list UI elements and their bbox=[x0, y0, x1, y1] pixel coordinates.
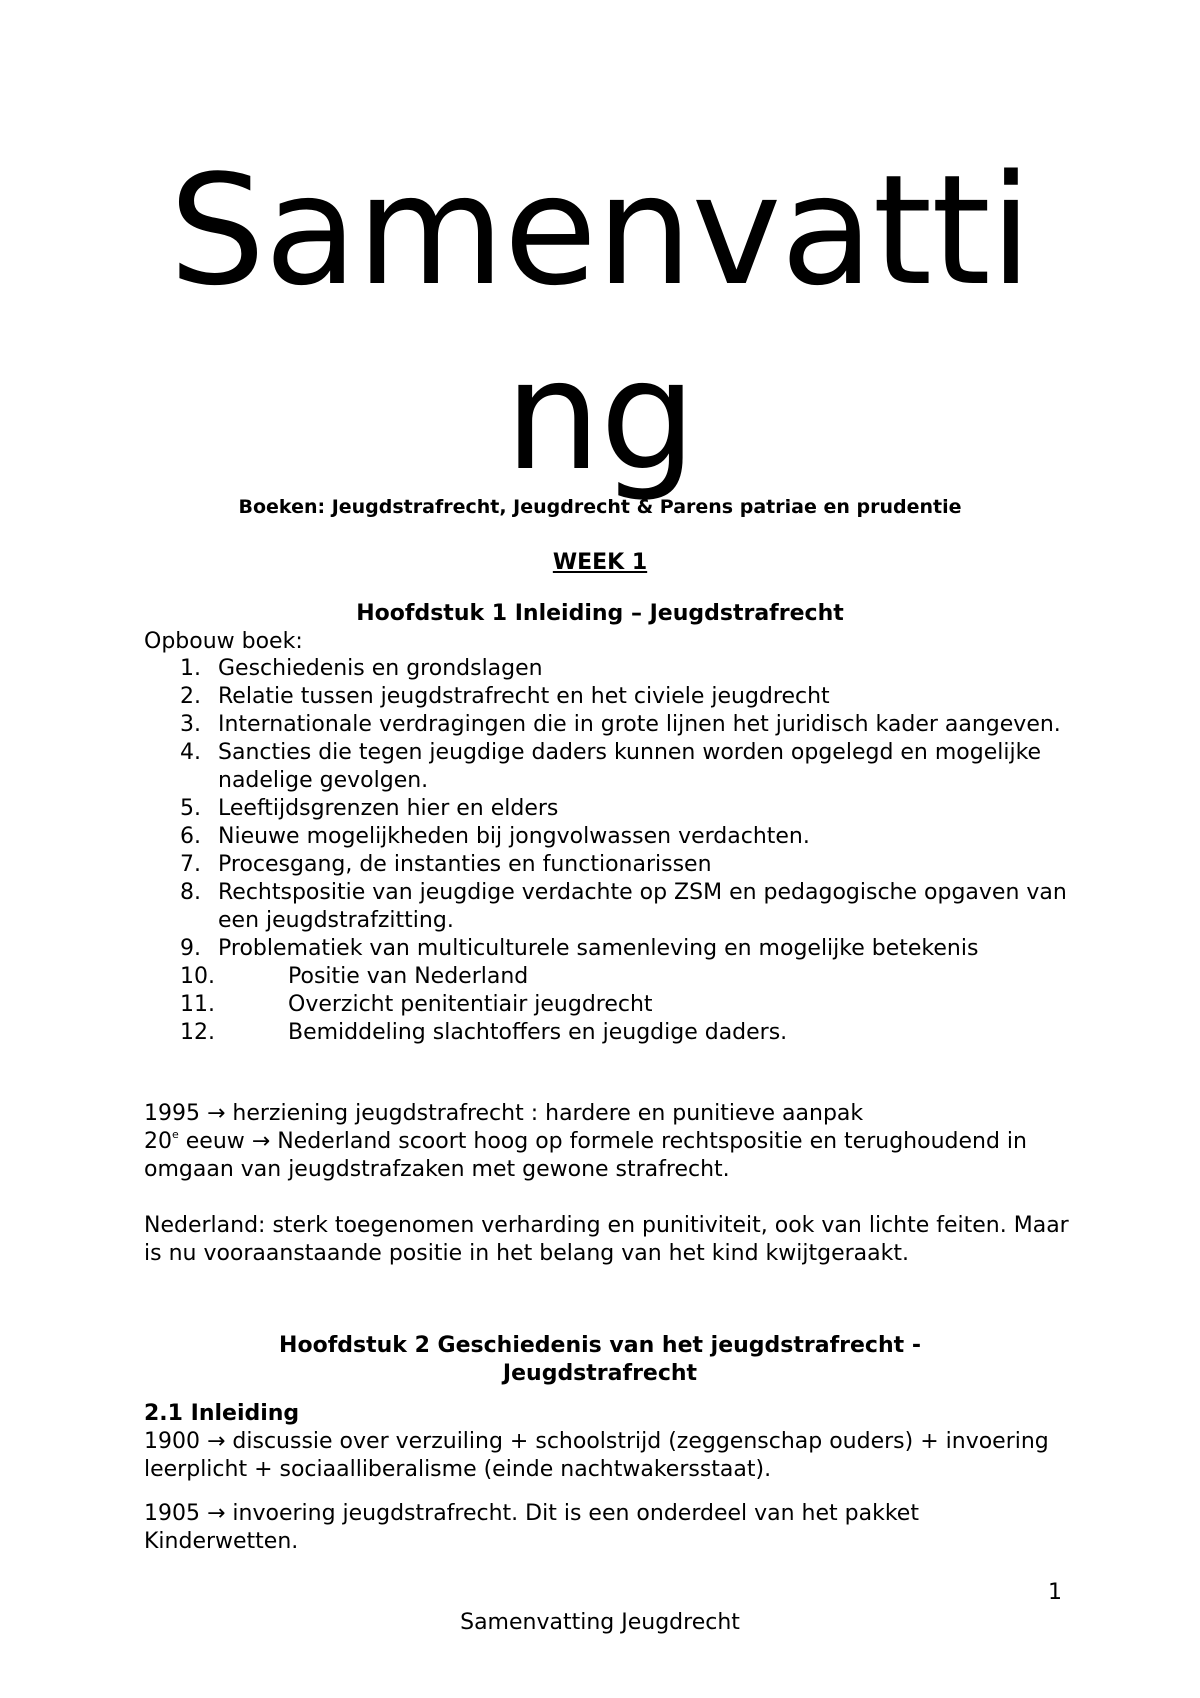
century-text: eeuw → Nederland scoort hoog op formele rechtspositie en terughoudend in omgaan van jeugdstrafzaken met gewone strafrecht. bbox=[144, 1129, 1027, 1182]
list-item-number: 2. bbox=[180, 684, 201, 709]
list-item-number: 12. bbox=[180, 1020, 215, 1045]
list-item-text: Overzicht penitentiair jeugdrecht bbox=[288, 992, 653, 1017]
list-item bbox=[144, 851, 1074, 879]
page-number: 1 bbox=[1048, 1580, 1062, 1605]
book-structure-list bbox=[144, 655, 1074, 1047]
list-item bbox=[144, 879, 1074, 935]
paragraph-1905: 1905 → invoering jeugdstrafrecht. Dit is een onderdeel van het pakket Kinderwetten. bbox=[144, 1501, 919, 1554]
paragraph-nederland: Nederland: sterk toegenomen verharding en punitiviteit, ook van lichte feiten. Maar is nu vooraanstaande positie in het belang van het kind kwijtgeraakt. bbox=[144, 1213, 1069, 1266]
list-item-number: 4. bbox=[180, 740, 201, 765]
list-item-number: 3. bbox=[180, 712, 201, 737]
paragraph-20th-century bbox=[144, 1128, 1074, 1184]
list-item-number: 10. bbox=[180, 964, 215, 989]
list-item-number: 6. bbox=[180, 824, 201, 849]
list-item-text: Problematiek van multiculturele samenleving en mogelijke betekenis bbox=[218, 936, 979, 961]
list-item bbox=[144, 795, 1074, 823]
list-item-text: Internationale verdragingen die in grote lijnen het juridisch kader aangeven. bbox=[218, 712, 1061, 737]
list-item-number: 7. bbox=[180, 852, 201, 877]
list-item-number: 11. bbox=[180, 992, 215, 1017]
chapter-2-heading-line-2: Jeugdstrafrecht bbox=[502, 1361, 698, 1386]
list-item bbox=[144, 823, 1074, 851]
list-item bbox=[144, 655, 1074, 683]
list-item-text: Relatie tussen jeugdstrafrecht en het civiele jeugdrecht bbox=[218, 684, 830, 709]
list-item bbox=[144, 963, 1074, 991]
list-item-number: 8. bbox=[180, 880, 201, 905]
page-footer: Samenvatting Jeugdrecht bbox=[460, 1610, 740, 1635]
list-item-text: Positie van Nederland bbox=[288, 964, 529, 989]
list-item bbox=[144, 991, 1074, 1019]
list-item bbox=[144, 711, 1074, 739]
century-suffix: e bbox=[172, 1128, 179, 1141]
list-item-text: Rechtspositie van jeugdige verdachte op ZSM en pedagogische opgaven van een jeugdstrafzitting. bbox=[218, 880, 1067, 933]
century-number: 20 bbox=[144, 1129, 172, 1154]
list-item-text: Sancties die tegen jeugdige daders kunnen worden opgelegd en mogelijke nadelige gevolgen. bbox=[218, 740, 1042, 793]
document-title-line-1: Samenvatti bbox=[168, 142, 1032, 319]
list-item-text: Nieuwe mogelijkheden bij jongvolwassen verdachten. bbox=[218, 824, 810, 849]
books-subtitle: Boeken: Jeugdstrafrecht, Jeugdrecht & Parens patriae en prudentie bbox=[238, 496, 962, 518]
list-item bbox=[144, 1019, 1074, 1047]
list-item-text: Geschiedenis en grondslagen bbox=[218, 656, 543, 681]
list-item bbox=[144, 683, 1074, 711]
list-item-number: 1. bbox=[180, 656, 201, 681]
chapter-2-heading-line-1: Hoofdstuk 2 Geschiedenis van het jeugdstrafrecht - bbox=[279, 1333, 921, 1358]
list-item-number: 9. bbox=[180, 936, 201, 961]
list-item-number: 5. bbox=[180, 796, 201, 821]
list-intro: Opbouw boek: bbox=[144, 629, 303, 654]
paragraph-1995: 1995 → herziening jeugdstrafrecht : hardere en punitieve aanpak bbox=[144, 1101, 864, 1126]
list-item bbox=[144, 739, 1074, 795]
chapter-1-heading: Hoofdstuk 1 Inleiding – Jeugdstrafrecht bbox=[356, 601, 844, 626]
chapter-2-heading bbox=[0, 1332, 1200, 1388]
list-item-text: Procesgang, de instanties en functionarissen bbox=[218, 852, 712, 877]
document-title-line-2: ng bbox=[504, 327, 696, 504]
list-item-text: Bemiddeling slachtoffers en jeugdige daders. bbox=[288, 1020, 788, 1045]
list-item-text: Leeftijdsgrenzen hier en elders bbox=[218, 796, 559, 821]
list-item bbox=[144, 935, 1074, 963]
paragraph-1900: 1900 → discussie over verzuiling + schoolstrijd (zeggenschap ouders) + invoering leerplicht + sociaalliberalisme (einde nachtwakersstaat). bbox=[144, 1429, 1049, 1482]
section-2-1-heading: 2.1 Inleiding bbox=[144, 1401, 300, 1426]
week-heading: WEEK 1 bbox=[552, 550, 648, 575]
